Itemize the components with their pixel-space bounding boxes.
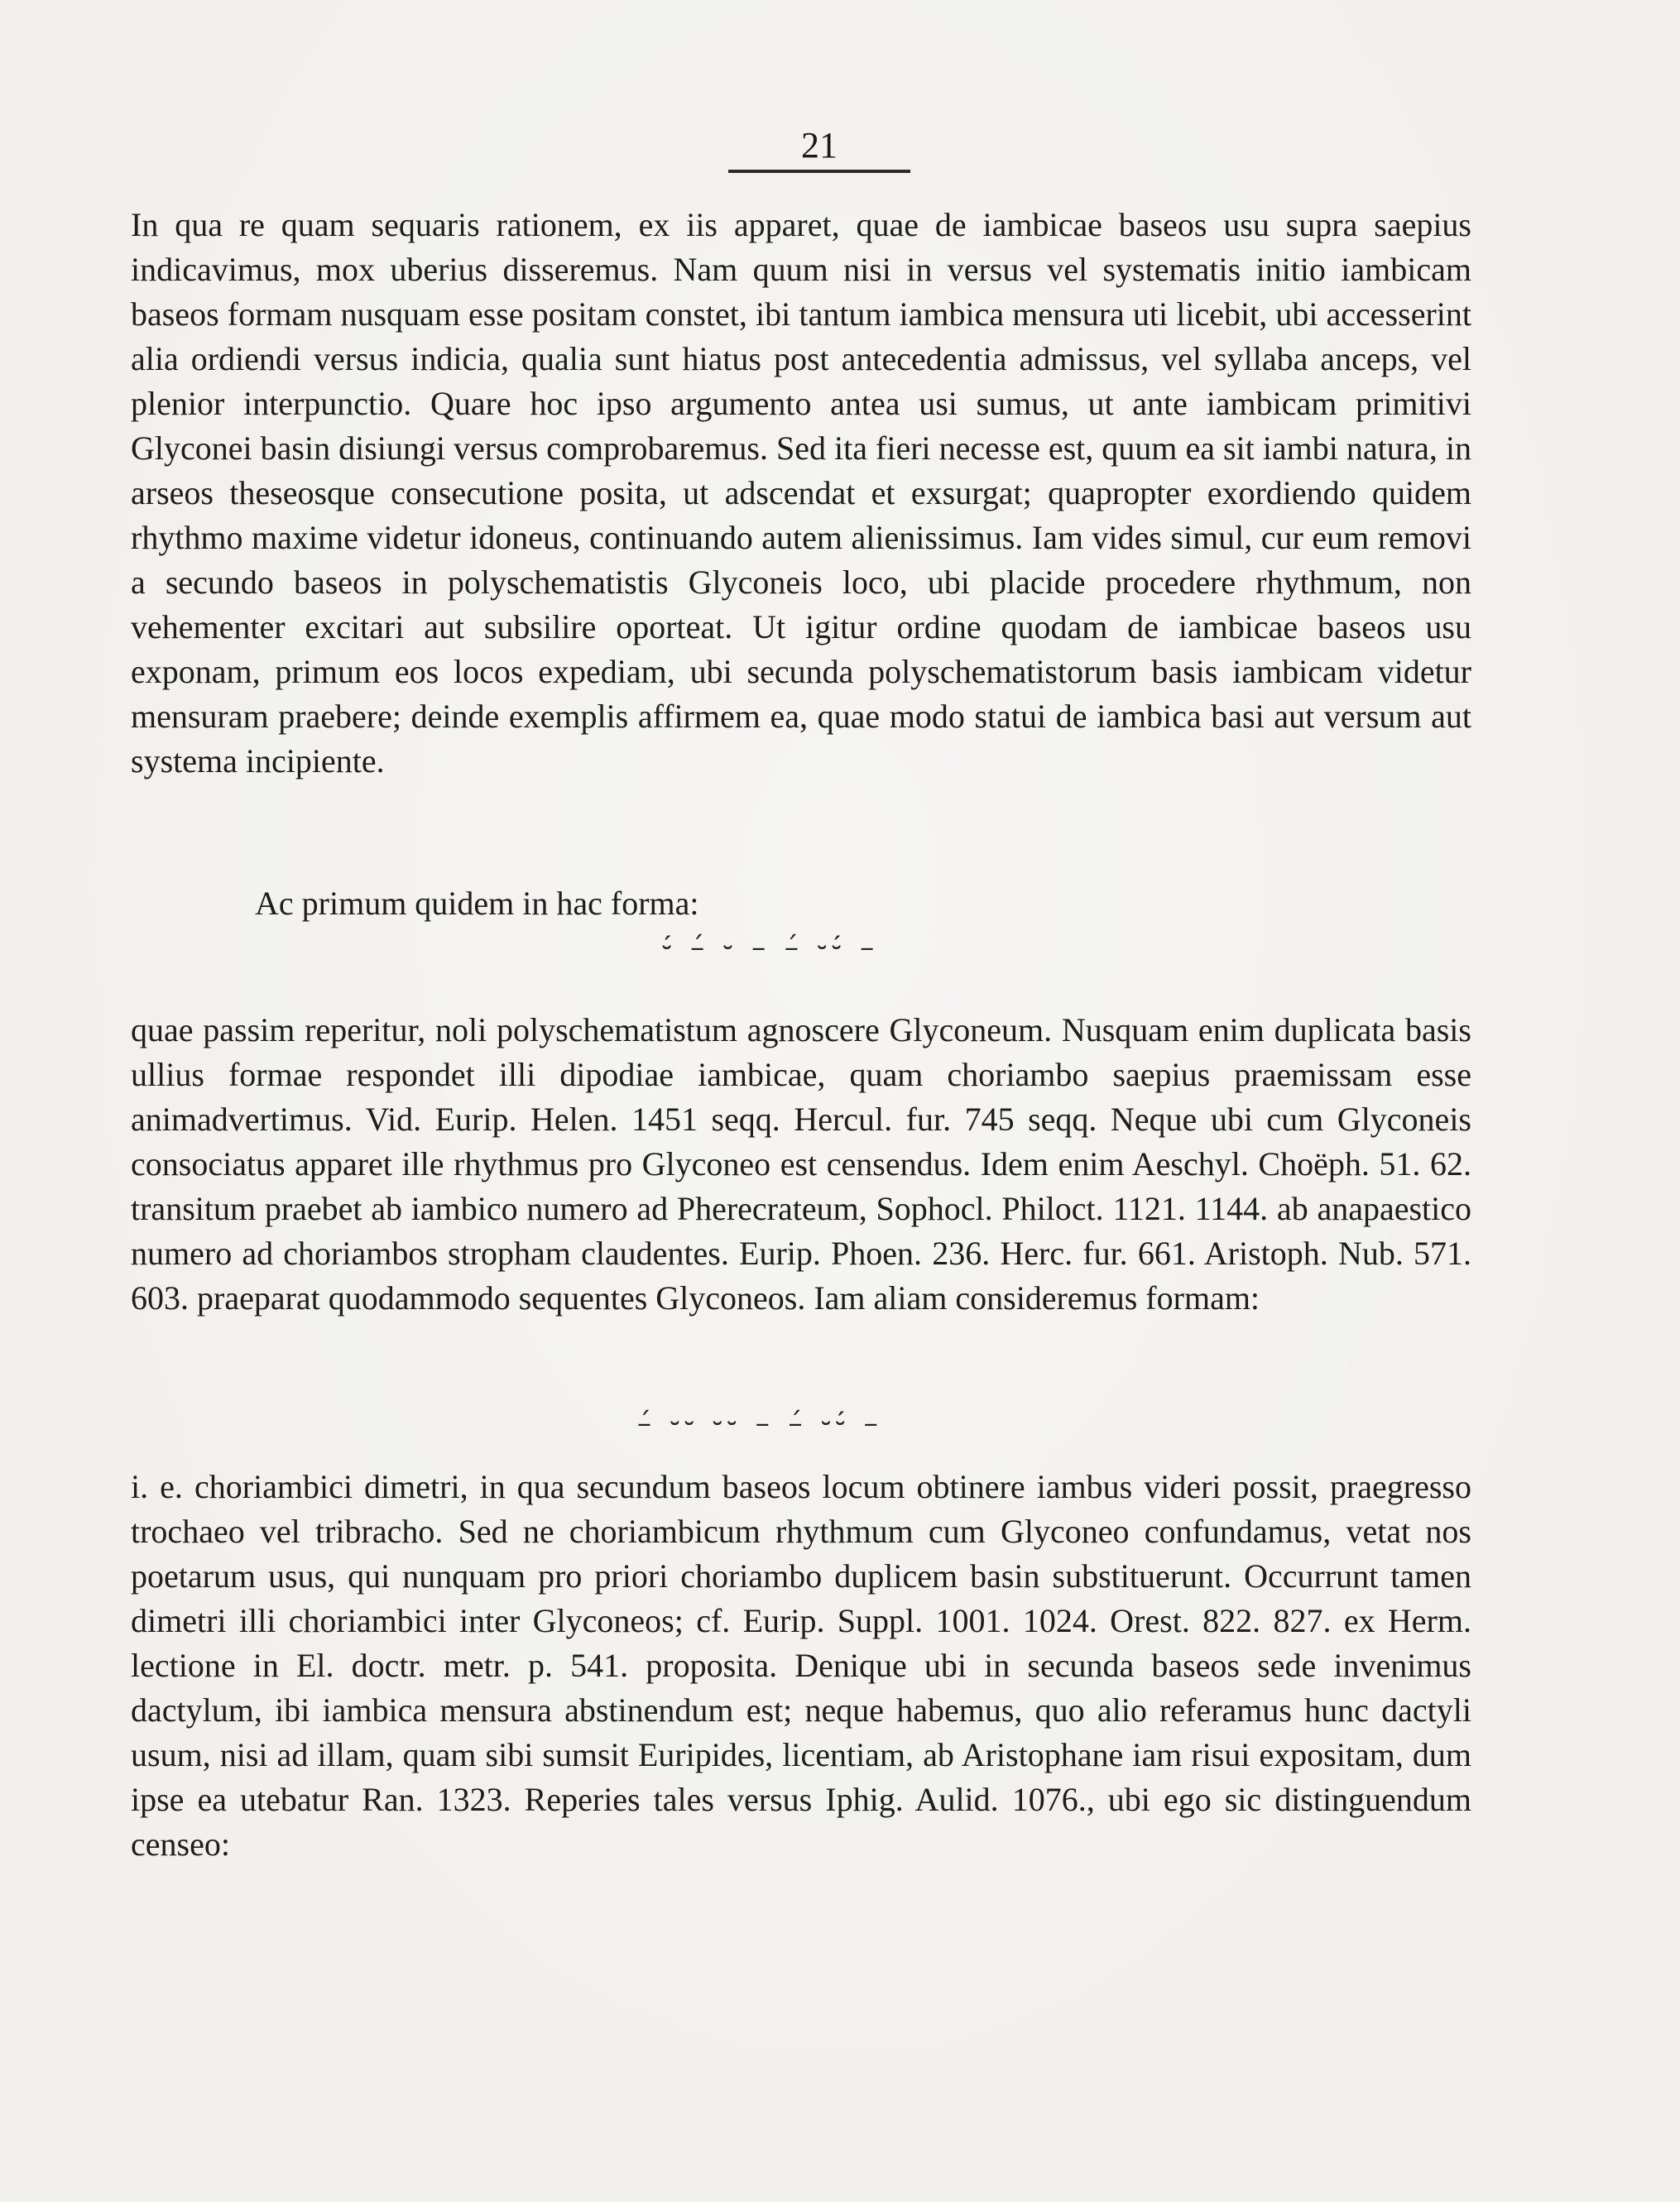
metrical-scheme-2: –́ ⏑⏑ ⏑⏑ – –́ ⏑⏑́ – xyxy=(637,1407,883,1440)
paragraph-4: i. e. choriambici dimetri, in qua secundum baseos locum obtinere iambus videri possit, praegresso trochaeo vel tribracho. Sed ne choriambicum rhythmum cum Glyconeo confundamus, vetat nos poetarum usus, qui nunquam pro priori choriambo duplicem basin substituerunt. Occurrunt tamen dimetri illi choriambici inter Glyconeos; cf. Eurip. Suppl. 1001. 1024. Orest. 822. 827. ex Herm. lectione in El. doctr. metr. p. 541. proposita. Denique ubi in secunda baseos sede invenimus dactylum, ibi iambica mensura abstinendum est; neque habemus, quo alio referamus hunc dactyli usum, nisi ad illam, quam sibi sumsit Euripides, licentiam, ab Aristophane iam risui expositam, dum ipse ea utebatur Ran. 1323. Reperies tales versus Iphig. Aulid. 1076., ubi ego sic distinguendum censeo: xyxy=(131,1468,1471,1863)
page-number-rule xyxy=(728,170,910,173)
paragraph-1: In qua re quam sequaris rationem, ex iis apparet, quae de iambicae baseos usu supra saepius indicavimus, mox uberius disseremus. Nam quum nisi in versus vel systematis initio iambicam baseos formam nusquam esse positam constet, ibi tantum iambica mensura uti licebit, ubi accesserint alia ordiendi versus indicia, qualia sunt hiatus post antecedentia admissus, vel syllaba anceps, vel plenior interpunctio. Quare hoc ipso argumento antea usi sumus, ut ante iambicam primitivi Glyconei basin disiungi versus comprobaremus. Sed ita fieri necesse est, quum ea sit iambi natura, in arseos theseosque consecutione posita, ut adscendat et exsurgat; quapropter exordiendo quidem rhythmo maxime videtur idoneus, continuando autem alienissimus. Iam vides simul, cur eum removi a secundo baseos in polyschematistis Glyconeis loco, ubi placide procedere rhythmum, non vehementer excitari aut subsilire oporteat. Ut igitur ordine quodam de iambicae baseos usu exponam, primum eos locos expediam, ubi secunda polyschematistorum basis iambicam videtur mensuram praebere; deinde exemplis affirmem ea, quae modo statui de iambica basi aut versum aut systema incipiente. xyxy=(131,206,1471,780)
paragraph-2: Ac primum quidem in hac forma: xyxy=(255,885,699,922)
paragraph-3: quae passim reperitur, noli polyschematistum agnoscere Glyconeum. Nusquam enim duplicata basis ullius formae respondet illi dipodiae iambicae, quam choriambo saepius praemissam esse animadvertimus. Vid. Eurip. Helen. 1451 seqq. Hercul. fur. 745 seqq. Neque ubi cum Glyconeis consociatus apparet ille rhythmus pro Glyconeo est censendus. Idem enim Aeschyl. Choëph. 51. 62. transitum praebet ab iambico numero ad Pherecrateum, Sophocl. Philoct. 1121. 1144. ab anapaestico numero ad choriambos stropham claudentes. Eurip. Phoen. 236. Herc. fur. 661. Aristoph. Nub. 571. 603. praeparat quodammodo sequentes Glyconeos. Iam aliam consideremus formam: xyxy=(131,1011,1471,1317)
page-number: 21 xyxy=(801,125,838,166)
metrical-scheme-1: ⏑́ –́ ⏑ – –́ ⏑⏑́ – xyxy=(662,931,880,964)
